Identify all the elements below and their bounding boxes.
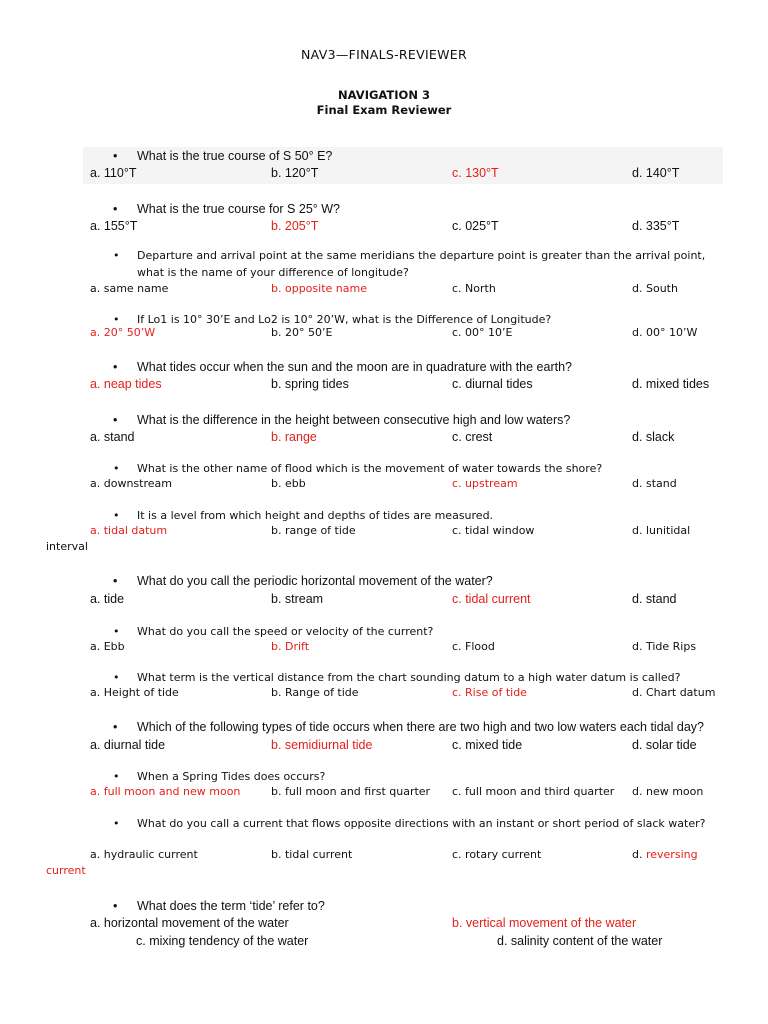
option-d: d. South: [632, 282, 678, 295]
bullet-icon: •: [113, 313, 120, 326]
option-a: a. full moon and new moon: [90, 785, 241, 798]
option-d: d. stand: [632, 477, 677, 490]
bullet-icon: •: [113, 509, 120, 522]
option-c: c. mixing tendency of the water: [136, 934, 309, 948]
option-c: c. North: [452, 282, 496, 295]
option-a: a. hydraulic current: [90, 848, 198, 861]
option-b: b. vertical movement of the water: [452, 916, 637, 930]
question-stem: [113, 507, 713, 524]
question-text: What term is the vertical distance from the chart sounding datum to a high water datum is called?: [137, 671, 681, 684]
bullet-icon: •: [113, 202, 118, 216]
option-d: d. mixed tides: [632, 377, 710, 391]
option-c: c. 130°T: [452, 166, 499, 180]
option-c: c. mixed tide: [452, 738, 523, 752]
option-answer-text: reversing: [645, 848, 698, 861]
document-title: NAV3—FINALS-REVIEWER: [301, 47, 467, 62]
question-stem: [113, 573, 713, 590]
question-text: Departure and arrival point at the same meridians the departure point is greater than the arrival point, what is the name of your difference of longitude?: [137, 249, 706, 279]
option-d: [632, 848, 698, 861]
question-text: What do you call a current that flows opposite directions with an instant or short period of slack water?: [137, 817, 706, 830]
question-stem: [113, 311, 713, 328]
option-b: b. range: [271, 430, 317, 444]
option-d: d. 140°T: [632, 166, 680, 180]
option-c: c. 00° 10’E: [452, 326, 513, 339]
option-c: c. tidal window: [452, 524, 535, 537]
bullet-icon: •: [113, 720, 118, 734]
question-text: What do you call the periodic horizontal movement of the water?: [137, 574, 493, 588]
option-c: c. diurnal tides: [452, 377, 533, 391]
question-stem: [113, 460, 713, 477]
question-stem: [113, 201, 713, 218]
option-a: a. neap tides: [90, 377, 162, 391]
bullet-icon: •: [113, 899, 118, 913]
question-stem: [113, 719, 713, 736]
option-a: a. tide: [90, 592, 125, 606]
option-c: c. Rise of tide: [452, 686, 527, 699]
bullet-icon: •: [113, 462, 120, 475]
bullet-icon: •: [113, 360, 118, 374]
question-stem: [113, 359, 713, 376]
bullet-icon: •: [113, 249, 120, 262]
question-stem: [113, 412, 713, 429]
option-d: d. lunitidal: [632, 524, 691, 537]
question-text: If Lo1 is 10° 30’E and Lo2 is 10° 20’W, what is the Difference of Longitude?: [137, 313, 552, 326]
option-d: d. salinity content of the water: [497, 934, 663, 948]
option-b: b. stream: [271, 592, 324, 606]
subtitle: Final Exam Reviewer: [316, 103, 452, 117]
option-b: b. 120°T: [271, 166, 319, 180]
option-a: a. horizontal movement of the water: [90, 916, 289, 930]
bullet-icon: •: [113, 770, 120, 783]
option-b: b. 20° 50’E: [271, 326, 333, 339]
option-b: b. Drift: [271, 640, 310, 653]
question-text: What is the true course for S 25° W?: [137, 202, 340, 216]
question-text: What do you call the speed or velocity of the current?: [137, 625, 434, 638]
option-b: b. full moon and first quarter: [271, 785, 431, 798]
option-d: d. 335°T: [632, 219, 680, 233]
option-b: b. spring tides: [271, 377, 349, 391]
option-b: b. semidiurnal tide: [271, 738, 373, 752]
option-letter: d.: [632, 848, 646, 861]
bullet-icon: •: [113, 817, 120, 830]
option-a: a. diurnal tide: [90, 738, 166, 752]
bullet-icon: •: [113, 671, 120, 684]
question-stem: [113, 815, 713, 832]
course-title: NAVIGATION 3: [338, 88, 430, 102]
option-d: d. slack: [632, 430, 675, 444]
question-text: When a Spring Tides does occurs?: [137, 770, 326, 783]
option-d: d. new moon: [632, 785, 704, 798]
question-stem: [113, 247, 713, 281]
question-text: It is a level from which height and depths of tides are measured.: [137, 509, 494, 522]
option-a: a. 110°T: [90, 166, 137, 180]
option-c: c. Flood: [452, 640, 495, 653]
option-b: b. Range of tide: [271, 686, 359, 699]
option-c: c. tidal current: [452, 592, 531, 606]
option-c: c. crest: [452, 430, 493, 444]
bullet-icon: •: [113, 625, 120, 638]
option-d: d. Tide Rips: [632, 640, 697, 653]
question-text: What does the term ‘tide’ refer to?: [137, 899, 325, 913]
option-a: a. 20° 50’W: [90, 326, 156, 339]
question-text: What is the difference in the height between consecutive high and low waters?: [137, 413, 571, 427]
option-d: d. Chart datum: [632, 686, 716, 699]
option-c: c. full moon and third quarter: [452, 785, 615, 798]
question-text: Which of the following types of tide occurs when there are two high and two low waters each tidal day?: [137, 720, 704, 734]
option-b: b. tidal current: [271, 848, 353, 861]
option-d: d. 00° 10’W: [632, 326, 698, 339]
question-text: What is the true course of S 50° E?: [137, 149, 333, 163]
option-a: a. 155°T: [90, 219, 138, 233]
option-a: a. same name: [90, 282, 169, 295]
question-stem: [113, 898, 713, 915]
question-text: What is the other name of flood which is the movement of water towards the shore?: [137, 462, 603, 475]
bullet-icon: •: [113, 574, 118, 588]
option-d-wrap: interval: [46, 540, 88, 553]
option-d: d. solar tide: [632, 738, 697, 752]
question-stem: [113, 669, 713, 686]
option-b: b. ebb: [271, 477, 306, 490]
bullet-icon: •: [113, 413, 118, 427]
bullet-icon: •: [113, 149, 118, 163]
option-a: a. Ebb: [90, 640, 125, 653]
question-stem: [113, 768, 713, 785]
option-b: b. opposite name: [271, 282, 367, 295]
option-a: a. tidal datum: [90, 524, 168, 537]
option-b: b. 205°T: [271, 219, 319, 233]
option-a: a. stand: [90, 430, 135, 444]
question-text: What tides occur when the sun and the moon are in quadrature with the earth?: [137, 360, 572, 374]
option-c: c. rotary current: [452, 848, 542, 861]
option-a: a. Height of tide: [90, 686, 179, 699]
option-c: c. 025°T: [452, 219, 499, 233]
option-d: d. stand: [632, 592, 677, 606]
question-stem: [113, 623, 713, 640]
question-stem: [113, 148, 713, 165]
option-a: a. downstream: [90, 477, 172, 490]
option-c: c. upstream: [452, 477, 518, 490]
option-b: b. range of tide: [271, 524, 356, 537]
option-d-wrap: current: [46, 864, 86, 877]
